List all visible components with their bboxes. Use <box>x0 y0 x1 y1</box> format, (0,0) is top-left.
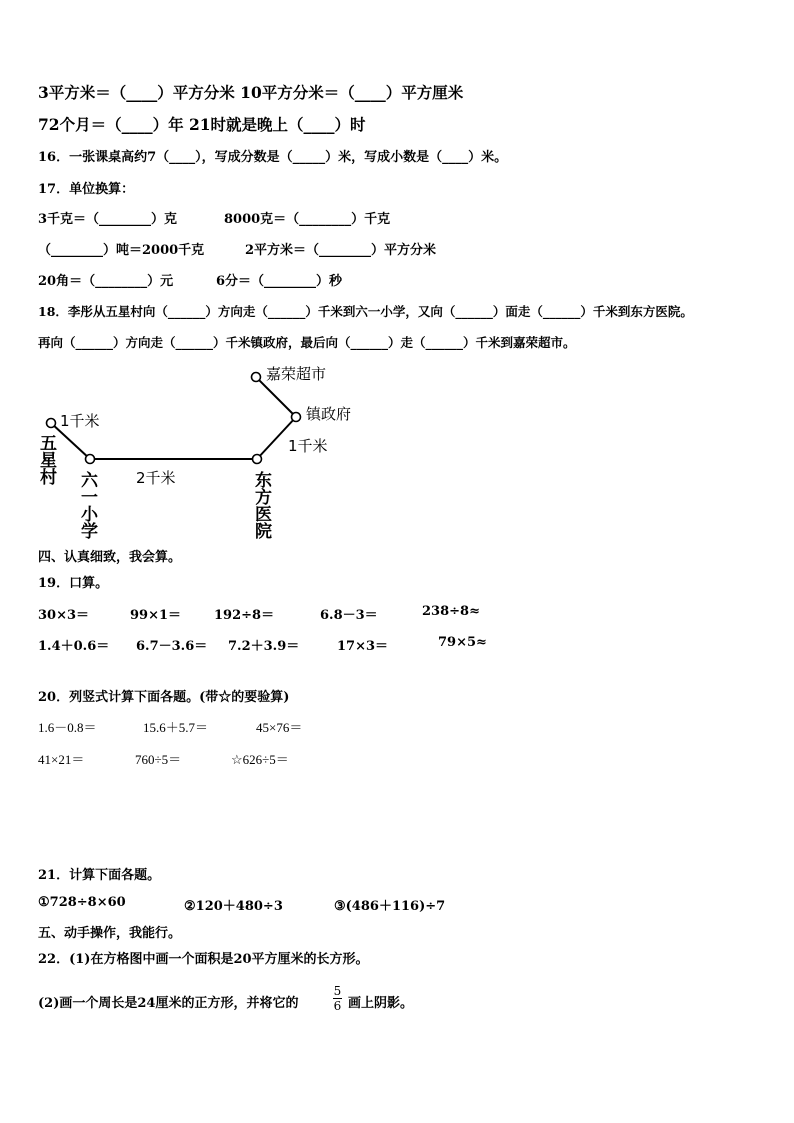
vertical-item: 760÷5＝ <box>135 752 182 767</box>
q17-item-f: 6分＝（________）秒 <box>216 274 343 289</box>
q17-item-e: 20角＝（________）元 <box>38 274 174 289</box>
distance-label-2: 2千米 <box>136 469 176 487</box>
zhenzhengfu-label: 镇政府 <box>306 405 352 423</box>
wuxing-char-1: 五 <box>40 434 57 454</box>
oral-item: 6.8－3＝ <box>320 608 378 623</box>
vertical-item: 45×76＝ <box>256 720 303 735</box>
dongfang-char-2: 方 <box>255 488 272 508</box>
calc-item-2: ②120＋480÷3 <box>184 899 283 914</box>
q17-item-d: 2平方米＝（________）平方分米 <box>245 243 437 258</box>
distance-label-1: 1千米 <box>60 412 100 430</box>
dongfang-char-3: 医 <box>255 505 272 525</box>
question-21-title: 21．计算下面各题。 <box>38 868 161 883</box>
area-conversion-line: 3平方米＝（____）平方分米 10平方分米＝（____）平方厘米 <box>38 83 464 102</box>
fraction-denominator: 6 <box>333 999 342 1013</box>
oral-item: 99×1＝ <box>130 608 182 623</box>
distance-label-3: 1千米 <box>288 437 328 455</box>
liuyi-char-3: 小 <box>81 505 98 525</box>
liuyi-char-4: 学 <box>81 522 98 542</box>
q17-item-b: 8000克＝（________）千克 <box>224 212 391 227</box>
time-conversion-line: 72个月＝（____）年 21时就是晚上（____）时 <box>38 115 366 134</box>
wuxing-char-3: 村 <box>40 468 57 488</box>
liuyi-point <box>86 455 95 464</box>
question-20-title: 20．列竖式计算下面各题。(带☆的要验算) <box>38 690 290 705</box>
wuxing-char-2: 星 <box>40 451 57 471</box>
question-17-title: 17．单位换算： <box>38 182 135 197</box>
q17-item-a: 3千克＝（________）克 <box>38 212 178 227</box>
dongfang-point <box>253 455 262 464</box>
fraction-numerator: 5 <box>333 984 342 998</box>
route-segment-zhenzhengfu-jiarong <box>256 377 296 417</box>
oral-item: 238÷8≈ <box>422 604 480 619</box>
liuyi-char-2: 一 <box>81 488 98 508</box>
vertical-item: 1.6－0.8＝ <box>38 720 97 735</box>
vertical-item: 41×21＝ <box>38 752 85 767</box>
vertical-item: 15.6＋5.7＝ <box>143 720 209 735</box>
section-4-heading: 四、认真细致，我会算。 <box>38 550 182 565</box>
oral-item: 1.4＋0.6＝ <box>38 639 110 654</box>
section-5-heading: 五、动手操作，我能行。 <box>38 926 182 941</box>
route-map <box>34 360 364 545</box>
vertical-item: ☆626÷5＝ <box>231 752 289 767</box>
fraction-five-sixths <box>333 984 342 1013</box>
zhenzhengfu-point <box>292 413 301 422</box>
calc-item-3: ③(486＋116)÷7 <box>334 899 446 914</box>
question-19-title: 19．口算。 <box>38 576 109 591</box>
dongfang-char-1: 东 <box>255 471 272 491</box>
question-22-part2-pre: (2)画一个周长是24厘米的正方形，并将它的 <box>38 996 299 1011</box>
jiarong-label: 嘉荣超市 <box>266 365 327 383</box>
question-16: 16．一张课桌高约7（____），写成分数是（_____）米，写成小数是（____）米。 <box>38 150 508 165</box>
question-22-part1: 22．(1)在方格图中画一个面积是20平方厘米的长方形。 <box>38 952 369 967</box>
question-22-part2-post: 画上阴影。 <box>348 996 414 1011</box>
wuxing-point <box>47 419 56 428</box>
oral-item: 79×5≈ <box>438 635 487 650</box>
oral-item: 30×3＝ <box>38 608 90 623</box>
q17-item-c: （________）吨＝2000千克 <box>38 243 205 258</box>
question-18-line1: 18．李彤从五星村向（______）方向走（______）千米到六一小学，又向（______）面走（______）千米到东方医院。 <box>38 304 693 319</box>
liuyi-char-1: 六 <box>81 471 98 491</box>
dongfang-char-4: 院 <box>255 522 272 542</box>
calc-item-1: ①728÷8×60 <box>38 895 126 910</box>
oral-item: 17×3＝ <box>337 639 389 654</box>
oral-item: 7.2＋3.9＝ <box>228 639 300 654</box>
question-18-line2: 再向（______）方向走（______）千米镇政府，最后向（______）走（______）千米到嘉荣超市。 <box>38 335 576 350</box>
jiarong-point <box>252 373 261 382</box>
oral-item: 192÷8＝ <box>214 608 275 623</box>
oral-item: 6.7－3.6＝ <box>136 639 208 654</box>
